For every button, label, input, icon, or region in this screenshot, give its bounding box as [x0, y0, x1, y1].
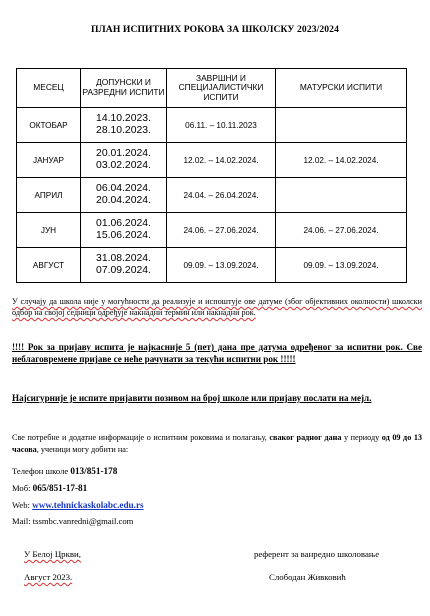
supplementary-cell — [81, 213, 167, 248]
table-row — [17, 108, 407, 143]
supplementary-cell — [81, 248, 167, 283]
phone-line — [12, 463, 144, 480]
signature-place: У Белој Цркви, — [24, 549, 81, 559]
table-row — [17, 143, 407, 178]
signature-role: референт за ванредно школовање — [254, 549, 380, 559]
matura-cell: 09.09. – 13.09.2024. — [276, 248, 407, 283]
header-matura: МАТУРСКИ ИСПИТИ — [276, 69, 407, 108]
final-cell: 24.04. – 26.04.2024. — [167, 178, 276, 213]
info-text-1: Све потребне и додатне информације о испитним роковима и полагању, — [12, 433, 267, 442]
supp-date-2: 28.10.2023. — [96, 125, 151, 136]
info-paragraph — [12, 432, 422, 456]
supp-date-1: 20.01.2024. — [96, 147, 151, 159]
header-final: ЗАВРШНИ И СПЕЦИЈАЛИСТИЧКИ ИСПИТИ — [167, 69, 276, 108]
final-cell: 09.09. – 13.09.2024. — [167, 248, 276, 283]
contact-block — [12, 463, 144, 530]
mail-address: tssmbc.vanredni@gmail.com — [32, 516, 134, 527]
month-cell: ЈАНУАР — [17, 143, 81, 178]
supp-date-1: 01.06.2024. — [96, 217, 151, 229]
web-line — [12, 497, 144, 514]
supp-date-2: 20.04.2024. — [96, 195, 151, 206]
mail-label: Mail: — [12, 516, 31, 527]
supp-date-2: 03.02.2024. — [96, 160, 151, 171]
table-row — [17, 248, 407, 283]
final-cell: 12.02. – 14.02.2024. — [167, 143, 276, 178]
website-link[interactable]: www.tehnickaskolabc.edu.rs — [32, 499, 144, 510]
table-row — [17, 213, 407, 248]
supp-date-2: 07.09.2024. — [96, 265, 151, 276]
table-row — [17, 178, 407, 213]
supplementary-cell — [81, 178, 167, 213]
supplementary-cell — [81, 108, 167, 143]
matura-cell: 12.02. – 14.02.2024. — [276, 143, 407, 178]
month-cell: ЈУН — [17, 213, 81, 248]
month-cell: АВГУСТ — [17, 248, 81, 283]
final-cell: 24.06. – 27.06.2024. — [167, 213, 276, 248]
document-title: ПЛАН ИСПИТНИХ РОКОВА ЗА ШКОЛСКУ 2023/2024 — [91, 24, 339, 35]
mail-line — [12, 513, 144, 530]
phone-number: 013/851-178 — [70, 466, 118, 476]
signature-name: Слободан Живковић — [269, 572, 346, 582]
supp-date-2: 15.06.2024. — [96, 230, 151, 241]
matura-cell — [276, 108, 407, 143]
header-supplementary: ДОПУНСКИ И РАЗРЕДНИ ИСПИТИ — [81, 69, 167, 108]
registration-advice: Најсигурније је испите пријавити позивом на број школе или пријаву послати на мејл. — [12, 393, 372, 403]
info-hours: од 09 до 13 часова — [12, 433, 423, 454]
info-text-3: , ученици могу добити на: — [36, 444, 129, 454]
matura-cell — [276, 178, 407, 213]
mobile-number: 065/851-17-81 — [32, 482, 88, 493]
table-header-row — [17, 69, 407, 108]
supp-date-1: 06.04.2024. — [96, 182, 151, 194]
header-month: МЕСЕЦ — [17, 69, 81, 108]
web-label: Web: — [12, 499, 30, 510]
month-cell: АПРИЛ — [17, 178, 81, 213]
info-working-days: сваког радног дана — [269, 433, 342, 442]
mobile-line — [12, 480, 144, 497]
matura-cell: 24.06. – 27.06.2024. — [276, 213, 407, 248]
exam-schedule-table — [16, 68, 407, 283]
postponement-note: У случају да школа није у могућности да реализује и испоштује ове датуме (због објективних околности) школски одбор на својој седници одређује накнадни термин или накнадни рок. — [12, 297, 422, 318]
signature-date: Август 2023. — [24, 572, 73, 582]
info-text-2: у периоду — [343, 433, 380, 442]
supp-date-1: 14.10.2023. — [96, 112, 151, 124]
phone-label: Телефон школе — [12, 466, 69, 476]
month-cell: ОКТОБАР — [17, 108, 81, 143]
mobile-label: Моб: — [12, 482, 31, 493]
deadline-warning: !!!! Рок за пријаву испита је најкасније 5 (пет) дана пре датума одређеног за испитни рок. Све неблаговремене пријаве се неће рачунати за текући испитни рок !!!!! — [12, 342, 422, 365]
final-cell: 06.11. – 10.11.2023 — [167, 108, 276, 143]
supplementary-cell — [81, 143, 167, 178]
supp-date-1: 31.08.2024. — [96, 252, 151, 264]
